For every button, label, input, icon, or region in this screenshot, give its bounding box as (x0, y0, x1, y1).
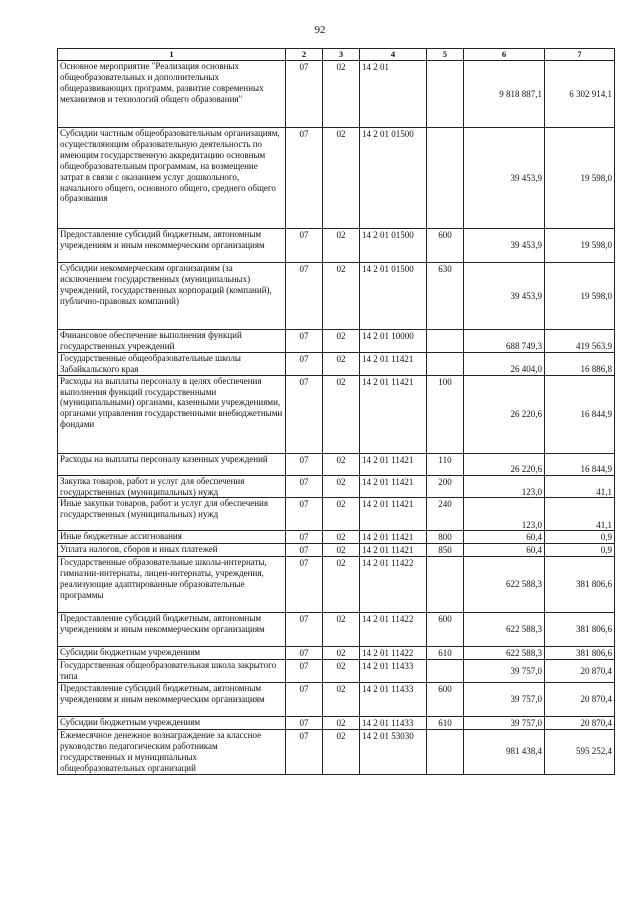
subsection-code: 02 (323, 660, 360, 683)
target-article-code: 14 2 01 11421 (360, 498, 427, 531)
target-article-code: 14 2 01 11421 (360, 531, 427, 544)
table-row (58, 375, 615, 453)
section-code: 07 (286, 660, 323, 683)
section-code: 07 (286, 647, 323, 660)
section-code: 07 (286, 229, 323, 263)
expense-type-code: 800 (427, 531, 464, 544)
subsection-code: 02 (323, 263, 360, 330)
table-row (58, 128, 615, 229)
table-row (58, 61, 615, 128)
row-name: Основное мероприятие "Реализация основных общеобразовательных и дополнительных общеразвивающих программ, развитие современных механизмов и технологий общего образования" (58, 61, 286, 128)
row-name: Предоставление субсидий бюджетным, автономным учреждениям и иным некоммерческим организациям (58, 682, 286, 716)
table-row (58, 716, 615, 729)
amount-col7: 419 563,9 (545, 330, 615, 353)
amount-col7: 16 844,9 (545, 453, 615, 475)
row-name: Субсидии бюджетным учреждениям (58, 647, 286, 660)
row-name: Расходы на выплаты персоналу в целях обеспечения выполнения функций государственными (муниципальными) органами, казенными учреждениями, органами управления государственными внебюджетными фондами (58, 375, 286, 453)
section-code: 07 (286, 498, 323, 531)
row-name: Государственные общеобразовательные школы Забайкальского края (58, 352, 286, 375)
table-row (58, 475, 615, 498)
subsection-code: 02 (323, 498, 360, 531)
expense-type-code (427, 660, 464, 683)
amount-col6: 39 453,9 (464, 229, 545, 263)
table-row (58, 647, 615, 660)
expense-type-code: 240 (427, 498, 464, 531)
amount-col7: 0,9 (545, 544, 615, 557)
section-code: 07 (286, 716, 323, 729)
row-name: Государственные образовательные школы-интернаты, гимназии-интернаты, лицеи-интернаты, учреждения, реализующие адаптированные образовательные программы (58, 557, 286, 613)
target-article-code: 14 2 01 01500 (360, 229, 427, 263)
subsection-code: 02 (323, 531, 360, 544)
section-code: 07 (286, 352, 323, 375)
table-row (58, 660, 615, 683)
subsection-code: 02 (323, 647, 360, 660)
subsection-code: 02 (323, 330, 360, 353)
target-article-code: 14 2 01 11421 (360, 375, 427, 453)
amount-col7: 20 870,4 (545, 716, 615, 729)
table-header-row (58, 49, 615, 61)
section-code: 07 (286, 557, 323, 613)
subsection-code: 02 (323, 682, 360, 716)
amount-col6: 622 588,3 (464, 613, 545, 647)
expense-type-code (427, 128, 464, 229)
section-code: 07 (286, 531, 323, 544)
target-article-code: 14 2 01 11421 (360, 352, 427, 375)
amount-col7: 41,1 (545, 475, 615, 498)
row-name: Иные закупки товаров, работ и услуг для обеспечения государственных (муниципальных) нужд (58, 498, 286, 531)
expense-type-code: 610 (427, 647, 464, 660)
section-code: 07 (286, 613, 323, 647)
target-article-code: 14 2 01 53030 (360, 729, 427, 774)
row-name: Предоставление субсидий бюджетным, автономным учреждениям и иным некоммерческим организациям (58, 613, 286, 647)
row-name: Предоставление субсидий бюджетным, автономным учреждениям и иным некоммерческим организациям (58, 229, 286, 263)
expense-type-code: 630 (427, 263, 464, 330)
subsection-code: 02 (323, 375, 360, 453)
row-name: Субсидии некоммерческим организациям (за исключением государственных (муниципальных) учреждений, государственных корпораций (компаний), публично-правовых компаний) (58, 263, 286, 330)
subsection-code: 02 (323, 557, 360, 613)
expense-type-code: 600 (427, 229, 464, 263)
target-article-code: 14 2 01 (360, 61, 427, 128)
subsection-code: 02 (323, 453, 360, 475)
expense-type-code (427, 61, 464, 128)
column-header: 1 (58, 49, 286, 61)
expense-type-code (427, 352, 464, 375)
row-name: Государственная общеобразовательная школа закрытого типа (58, 660, 286, 683)
amount-col6: 39 757,0 (464, 716, 545, 729)
section-code: 07 (286, 453, 323, 475)
amount-col6: 60,4 (464, 544, 545, 557)
table-row (58, 263, 615, 330)
table-row (58, 729, 615, 774)
section-code: 07 (286, 61, 323, 128)
amount-col6: 39 757,0 (464, 682, 545, 716)
amount-col6: 622 588,3 (464, 557, 545, 613)
target-article-code: 14 2 01 01500 (360, 263, 427, 330)
subsection-code: 02 (323, 229, 360, 263)
expense-type-code: 850 (427, 544, 464, 557)
section-code: 07 (286, 475, 323, 498)
amount-col7: 41,1 (545, 498, 615, 531)
column-header: 5 (427, 49, 464, 61)
row-name: Иные бюджетные ассигнования (58, 531, 286, 544)
amount-col7: 6 302 914,1 (545, 61, 615, 128)
subsection-code: 02 (323, 61, 360, 128)
column-header: 6 (464, 49, 545, 61)
amount-col6: 622 588,3 (464, 647, 545, 660)
amount-col6: 26 220,6 (464, 453, 545, 475)
amount-col6: 688 749,3 (464, 330, 545, 353)
target-article-code: 14 2 01 11421 (360, 544, 427, 557)
table-row (58, 229, 615, 263)
amount-col7: 16 844,9 (545, 375, 615, 453)
amount-col6: 39 757,0 (464, 660, 545, 683)
amount-col7: 381 806,6 (545, 557, 615, 613)
amount-col6: 26 220,6 (464, 375, 545, 453)
amount-col6: 39 453,9 (464, 263, 545, 330)
subsection-code: 02 (323, 352, 360, 375)
expense-type-code (427, 557, 464, 613)
row-name: Субсидии частным общеобразовательным организациям, осуществляющим образовательную деятельность по имеющим государственную аккредитацию основным общеобразовательным программам, на возмещение затрат в связи с оказанием услуг дошкольного, начального общего, основного общего, среднего общего образования (58, 128, 286, 229)
subsection-code: 02 (323, 544, 360, 557)
table-row (58, 531, 615, 544)
subsection-code: 02 (323, 716, 360, 729)
row-name: Уплата налогов, сборов и иных платежей (58, 544, 286, 557)
column-header: 2 (286, 49, 323, 61)
table-row (58, 544, 615, 557)
section-code: 07 (286, 682, 323, 716)
target-article-code: 14 2 01 11433 (360, 682, 427, 716)
amount-col7: 19 598,0 (545, 229, 615, 263)
section-code: 07 (286, 128, 323, 229)
amount-col6: 26 404,0 (464, 352, 545, 375)
subsection-code: 02 (323, 613, 360, 647)
table-row (58, 453, 615, 475)
column-header: 7 (545, 49, 615, 61)
target-article-code: 14 2 01 11422 (360, 647, 427, 660)
section-code: 07 (286, 330, 323, 353)
table-row (58, 613, 615, 647)
amount-col6: 981 438,4 (464, 729, 545, 774)
target-article-code: 14 2 01 11422 (360, 613, 427, 647)
expense-type-code: 600 (427, 613, 464, 647)
column-header: 3 (323, 49, 360, 61)
amount-col7: 20 870,4 (545, 682, 615, 716)
expense-type-code: 110 (427, 453, 464, 475)
expense-type-code: 600 (427, 682, 464, 716)
row-name: Финансовое обеспечение выполнения функций государственных учреждений (58, 330, 286, 353)
section-code: 07 (286, 729, 323, 774)
expense-type-code: 100 (427, 375, 464, 453)
target-article-code: 14 2 01 10000 (360, 330, 427, 353)
section-code: 07 (286, 375, 323, 453)
amount-col6: 123,0 (464, 498, 545, 531)
amount-col6: 39 453,9 (464, 128, 545, 229)
target-article-code: 14 2 01 01500 (360, 128, 427, 229)
subsection-code: 02 (323, 729, 360, 774)
budget-table (57, 48, 615, 775)
expense-type-code: 610 (427, 716, 464, 729)
target-article-code: 14 2 01 11433 (360, 660, 427, 683)
subsection-code: 02 (323, 475, 360, 498)
target-article-code: 14 2 01 11422 (360, 557, 427, 613)
amount-col6: 9 818 887,1 (464, 61, 545, 128)
section-code: 07 (286, 263, 323, 330)
target-article-code: 14 2 01 11421 (360, 453, 427, 475)
table-row (58, 682, 615, 716)
target-article-code: 14 2 01 11433 (360, 716, 427, 729)
table-row (58, 330, 615, 353)
amount-col7: 19 598,0 (545, 128, 615, 229)
expense-type-code (427, 330, 464, 353)
row-name: Субсидии бюджетным учреждениям (58, 716, 286, 729)
target-article-code: 14 2 01 11421 (360, 475, 427, 498)
amount-col6: 123,0 (464, 475, 545, 498)
amount-col7: 595 252,4 (545, 729, 615, 774)
amount-col7: 16 886,8 (545, 352, 615, 375)
column-header: 4 (360, 49, 427, 61)
amount-col7: 381 806,6 (545, 613, 615, 647)
table-row (58, 498, 615, 531)
amount-col7: 0,9 (545, 531, 615, 544)
table-row (58, 557, 615, 613)
subsection-code: 02 (323, 128, 360, 229)
amount-col7: 20 870,4 (545, 660, 615, 683)
section-code: 07 (286, 544, 323, 557)
amount-col6: 60,4 (464, 531, 545, 544)
amount-col7: 381 806,6 (545, 647, 615, 660)
row-name: Ежемесячное денежное вознаграждение за классное руководство педагогическим работникам государственных и муниципальных общеобразовательных организаций (58, 729, 286, 774)
page-number: 92 (314, 24, 326, 36)
row-name: Закупка товаров, работ и услуг для обеспечения государственных (муниципальных) нужд (58, 475, 286, 498)
amount-col7: 19 598,0 (545, 263, 615, 330)
row-name: Расходы на выплаты персоналу казенных учреждений (58, 453, 286, 475)
expense-type-code: 200 (427, 475, 464, 498)
expense-type-code (427, 729, 464, 774)
table-row (58, 352, 615, 375)
